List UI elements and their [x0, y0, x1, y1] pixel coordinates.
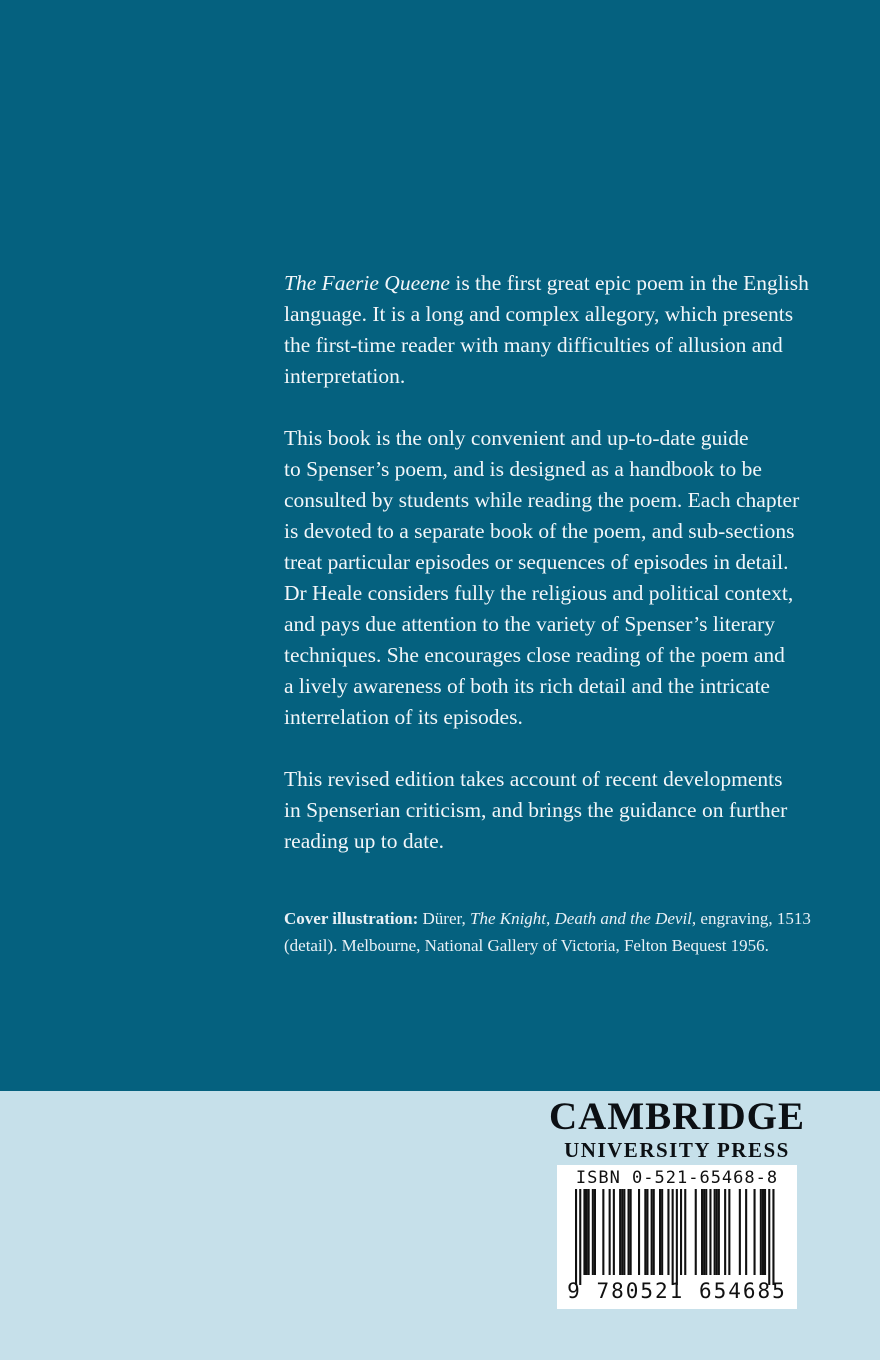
barcode-bar — [619, 1189, 621, 1275]
blurb-line: treat particular episodes or sequences of episodes in detail. — [284, 550, 789, 574]
publisher-logo-sub: UNIVERSITY PRESS — [564, 1138, 790, 1162]
barcode-bar — [609, 1189, 611, 1275]
barcode-bar — [714, 1189, 716, 1275]
barcode-bar — [764, 1189, 766, 1275]
barcode-bar — [659, 1189, 661, 1275]
barcode-bar — [661, 1189, 663, 1275]
credit-label: Cover illustration: — [284, 909, 419, 928]
barcode-bar — [594, 1189, 596, 1275]
credit-line — [284, 905, 864, 932]
barcode-bar — [718, 1189, 720, 1275]
barcode-bar — [667, 1189, 669, 1275]
credit-work-title: The Knight, Death and the Devil — [469, 909, 692, 928]
barcode-number: 9 780521 654685 — [567, 1279, 787, 1303]
barcode-bar — [613, 1189, 615, 1275]
barcode-bar — [739, 1189, 741, 1275]
publisher-logo-name: CAMBRIDGE — [548, 1095, 805, 1138]
blurb-line: consulted by students while reading the poem. Each chapter — [284, 488, 800, 512]
barcode-bar — [684, 1189, 686, 1275]
barcode-bar — [621, 1189, 623, 1275]
barcode-bar — [588, 1189, 590, 1275]
barcode-bar — [695, 1189, 697, 1275]
barcode-bar — [653, 1189, 655, 1275]
barcode-bar — [716, 1189, 718, 1275]
barcode-bar — [672, 1189, 674, 1285]
blurb-line: the first-time reader with many difficulties of allusion and — [284, 333, 783, 357]
barcode-bar — [754, 1189, 756, 1275]
barcode-bar — [709, 1189, 711, 1275]
blurb-line: a lively awareness of both its rich detail and the intricate — [284, 674, 770, 698]
barcode-bar — [592, 1189, 594, 1275]
blurb-line: This revised edition takes account of recent developments — [284, 767, 783, 791]
barcode-bar — [579, 1189, 581, 1285]
barcode-bar — [628, 1189, 630, 1275]
blurb-line: reading up to date. — [284, 829, 445, 853]
isbn-label: ISBN 0-521-65468-8 — [575, 1168, 779, 1188]
blurb-text — [284, 268, 844, 857]
blurb-line — [284, 268, 844, 299]
blurb-line: interrelation of its episodes. — [284, 705, 523, 729]
barcode-bar — [680, 1189, 682, 1275]
blurb-line: to Spenser’s poem, and is designed as a handbook to be — [284, 457, 762, 481]
barcode-bar — [772, 1189, 774, 1285]
barcode-bar — [728, 1189, 730, 1275]
barcode-bar — [724, 1189, 726, 1275]
blurb-line: language. It is a long and complex allegory, which presents — [284, 302, 794, 326]
poem-title: The Faerie Queene — [284, 271, 450, 295]
blurb-line: interpretation. — [284, 364, 406, 388]
barcode-bar — [644, 1189, 646, 1275]
blurb-paragraph-2 — [284, 423, 844, 733]
barcode-bar — [651, 1189, 653, 1275]
barcode-bar — [768, 1189, 770, 1285]
blurb-paragraph-3 — [284, 764, 844, 857]
credit-line: (detail). Melbourne, National Gallery of Victoria, Felton Bequest 1956. — [284, 936, 769, 955]
credit-artist: Dürer, — [418, 909, 470, 928]
barcode-bar — [602, 1189, 604, 1275]
barcode-bar — [638, 1189, 640, 1275]
barcode-bar — [586, 1189, 588, 1275]
blurb-line: Dr Heale considers fully the religious and political context, — [284, 581, 794, 605]
credit-detail: , engraving, 1513 — [691, 909, 811, 928]
blurb-paragraph-1 — [284, 268, 844, 392]
barcode-bar — [701, 1189, 703, 1275]
blurb-line: in Spenserian criticism, and brings the guidance on further — [284, 798, 788, 822]
blurb-line: and pays due attention to the variety of Spenser’s literary — [284, 612, 775, 636]
barcode-bars — [561, 1189, 793, 1285]
blurb-line: techniques. She encourages close reading of the poem and — [284, 643, 785, 667]
barcode-bar — [745, 1189, 747, 1275]
cover-illustration-credit — [284, 905, 864, 959]
barcode-bar — [703, 1189, 705, 1275]
blurb-line: This book is the only convenient and up-to-date guide — [284, 426, 749, 450]
blurb-line: is devoted to a separate book of the poem, and sub-sections — [284, 519, 795, 543]
barcode-bar — [760, 1189, 762, 1275]
barcode-bar — [575, 1189, 577, 1285]
barcode-bar — [646, 1189, 648, 1275]
isbn-barcode — [557, 1165, 797, 1309]
barcode-bar — [630, 1189, 632, 1275]
barcode-bar — [705, 1189, 707, 1275]
barcode-bar — [762, 1189, 764, 1275]
barcode-bar — [676, 1189, 678, 1285]
barcode-bar — [583, 1189, 585, 1275]
barcode-bar — [623, 1189, 625, 1275]
blurb-line-text: is the first great epic poem in the English — [449, 271, 809, 295]
